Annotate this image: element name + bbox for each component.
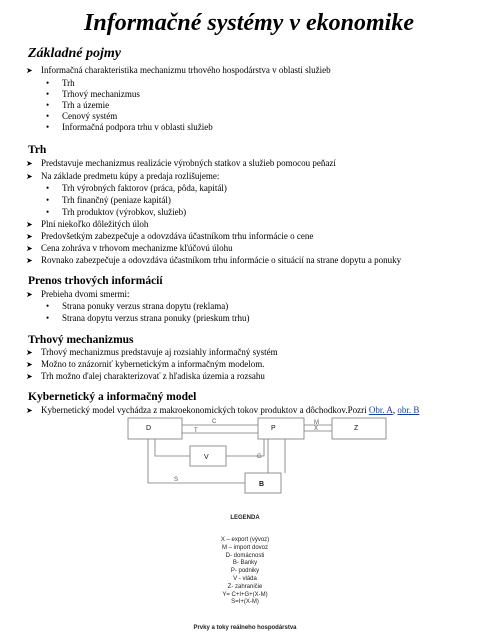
sub-item: • Cenový systém bbox=[46, 111, 118, 121]
bullet-item: ➤ Predovšetkým zabezpečuje a odovzdáva účastníkom trhu informácie o cene bbox=[26, 231, 314, 241]
edge-label-m: M bbox=[314, 420, 319, 426]
sub-item: • Trh bbox=[46, 78, 75, 88]
bullet-item: ➤ Predstavuje mechanizmus realizácie výrobných statkov a služieb pomocou peňazí bbox=[26, 158, 336, 168]
arrow-bullet-icon: ➤ bbox=[26, 290, 33, 299]
dot-bullet-icon: • bbox=[46, 111, 50, 121]
heading-market: Trh bbox=[28, 144, 47, 156]
dot-bullet-icon: • bbox=[46, 195, 50, 205]
link-fig-a[interactable]: Obr. A bbox=[368, 405, 393, 415]
legend-line: Z- zahraničie bbox=[227, 583, 263, 590]
bullet-item: ➤ Trh možno ďalej charakterizovať z hľadiska územia a rozsahu bbox=[26, 371, 265, 381]
arrow-bullet-icon: ➤ bbox=[26, 244, 33, 253]
page-title: Informačné systémy v ekonomike bbox=[84, 10, 414, 36]
legend-line: M – import dovoz bbox=[221, 544, 269, 551]
legend-line: S=I+(X-M) bbox=[231, 599, 259, 606]
bullet-item: ➤ Cena zohráva v trhovom mechanizme kľúčovú úlohu bbox=[26, 243, 233, 253]
arrow-bullet-icon: ➤ bbox=[26, 220, 33, 229]
edge-d-to-v bbox=[155, 439, 190, 456]
node-label-d: D bbox=[146, 425, 152, 432]
legend-line: B- Banky bbox=[232, 560, 258, 567]
sub-item: • Trhový mechanizmus bbox=[46, 89, 140, 99]
heading-cybernetic-model: Kybernetický a informačný model bbox=[28, 391, 197, 403]
node-p-box bbox=[258, 418, 304, 439]
sub-item: • Informačná podpora trhu v oblasti služieb bbox=[46, 122, 213, 132]
edge-label-c: C bbox=[212, 419, 217, 425]
arrow-bullet-icon: ➤ bbox=[26, 159, 33, 168]
arrow-bullet-icon: ➤ bbox=[26, 348, 33, 357]
dot-bullet-icon: • bbox=[46, 207, 50, 217]
arrow-bullet-icon: ➤ bbox=[26, 372, 33, 381]
sub-item: • Trh výrobných faktorov (práca, pôda, kapitál) bbox=[46, 183, 227, 193]
edge-label-t: T bbox=[194, 428, 198, 434]
legend-line: Y= C+I+G+(X-M) bbox=[222, 591, 268, 598]
arrow-bullet-icon: ➤ bbox=[26, 406, 33, 415]
dot-bullet-icon: • bbox=[46, 301, 50, 311]
legend-line: X – export (vývoz) bbox=[220, 537, 270, 543]
sub-item: • Strana dopytu verzus strana ponuky (prieskum trhu) bbox=[46, 313, 250, 323]
dot-bullet-icon: • bbox=[46, 183, 50, 193]
node-d-box bbox=[128, 418, 182, 439]
link-fig-b[interactable]: obr. B bbox=[397, 405, 420, 415]
sub-item: • Strana ponuky verzus strana dopytu (reklama) bbox=[46, 301, 229, 311]
arrow-bullet-icon: ➤ bbox=[26, 172, 33, 181]
legend-line: D- domácnosti bbox=[225, 552, 265, 559]
node-z-box bbox=[332, 418, 386, 439]
dot-bullet-icon: • bbox=[46, 100, 50, 110]
bullet-item: ➤ Plní niekoľko dôležitých úloh bbox=[26, 219, 149, 229]
dot-bullet-icon: • bbox=[46, 313, 50, 323]
edge-label-s: S bbox=[174, 477, 179, 483]
bullet-item: ➤ Prebieha dvomi smermi: bbox=[26, 289, 130, 299]
arrow-bullet-icon: ➤ bbox=[26, 66, 33, 75]
bullet-item: ➤ Rovnako zabezpečuje a odovzdáva účastníkom trhu informácie o situácií na strane dopytu a ponuky bbox=[26, 255, 402, 265]
dot-bullet-icon: • bbox=[46, 78, 50, 88]
arrow-bullet-icon: ➤ bbox=[26, 232, 33, 241]
sub-item: • Trh a územie bbox=[46, 100, 110, 110]
legend-list bbox=[160, 537, 330, 607]
edge-label-g: G bbox=[257, 454, 262, 460]
diagram-caption: Prvky a toky reálneho hospodárstva bbox=[193, 625, 297, 631]
node-label-z: Z bbox=[354, 425, 359, 432]
bullet-item: ➤ Na základe predmetu kúpy a predaja rozlišujeme: bbox=[26, 171, 220, 181]
heading-info-transfer: Prenos trhových informácií bbox=[28, 275, 163, 287]
node-label-b: B bbox=[259, 481, 265, 488]
legend-line: V - vláda bbox=[233, 575, 257, 582]
node-label-p: P bbox=[271, 425, 276, 432]
bullet-item: ➤ Možno to znázorniť kybernetickým a informačným modelom. bbox=[26, 359, 265, 369]
bullet-item: ➤ Informačná charakteristika mechanizmu trhového hospodárstva v oblasti služieb bbox=[26, 65, 331, 75]
dot-bullet-icon: • bbox=[46, 89, 50, 99]
bullet-item: ➤ Trhový mechanizmus predstavuje aj rozsiahly informačný systém bbox=[26, 347, 278, 357]
legend-heading: LEGENDA bbox=[230, 515, 260, 521]
bullet-item: ➤ Kybernetický model vychádza z makroekonomických tokov produktov a dôchodkov.Pozri Obr. A, obr. B bbox=[26, 405, 420, 415]
dot-bullet-icon: • bbox=[46, 122, 50, 132]
edge-label-x: X bbox=[314, 426, 319, 432]
sub-item: • Trh finančný (peniaze kapitál) bbox=[46, 195, 171, 205]
arrow-bullet-icon: ➤ bbox=[26, 256, 33, 265]
arrow-bullet-icon: ➤ bbox=[26, 360, 33, 369]
heading-market-mechanism: Trhový mechanizmus bbox=[28, 334, 134, 346]
legend-line: P- podniky bbox=[230, 568, 260, 575]
heading-basic-concepts: Základné pojmy bbox=[28, 46, 121, 61]
node-label-v: V bbox=[204, 454, 209, 461]
sub-item: • Trh produktov (výrobkov, služieb) bbox=[46, 207, 187, 217]
